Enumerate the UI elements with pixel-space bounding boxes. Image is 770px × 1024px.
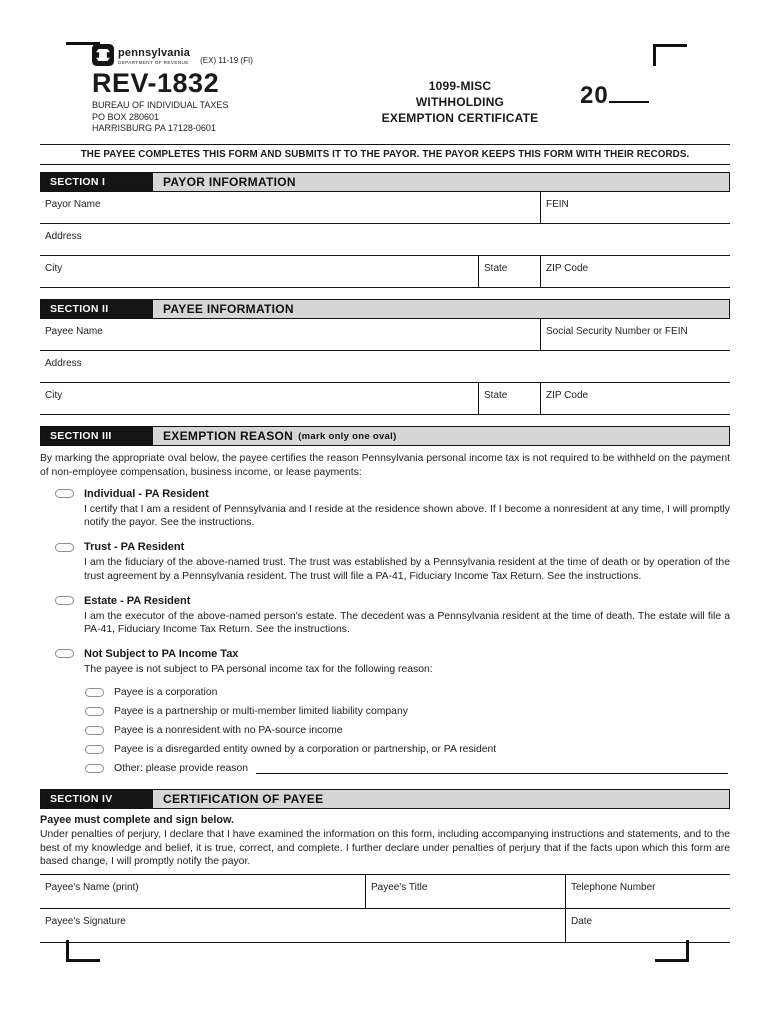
header-left — [40, 44, 340, 134]
certification-subtitle: Payee must complete and sign below. — [40, 813, 234, 826]
section-4-title: CERTIFICATION OF PAYEE — [153, 790, 729, 808]
option-individual — [40, 488, 730, 530]
payee-state-field[interactable] — [478, 383, 540, 414]
payee-city-row — [40, 383, 730, 415]
oval-other[interactable] — [85, 764, 104, 773]
payee-zip-field[interactable] — [540, 383, 730, 414]
section-1-header — [40, 172, 730, 192]
option-not-subject — [40, 648, 730, 677]
form-title — [340, 44, 580, 127]
suboption-disregarded-entity-label: Payee is a disregarded entity owned by a corporation or partnership, or PA resident — [114, 743, 497, 755]
registration-mark-bottom-left — [66, 940, 100, 962]
date-label: Date — [571, 916, 593, 928]
logo-department: DEPARTMENT OF REVENUE — [118, 60, 189, 66]
payee-address-row — [40, 351, 730, 383]
section-2-tag: SECTION II — [41, 300, 153, 318]
payee-ssn-field[interactable] — [540, 319, 730, 350]
payee-city-label: City — [45, 390, 63, 402]
option-individual-desc: I certify that I am a resident of Pennsylvania and I reside at the residence shown above. If I become a nonresident at any time, I will promptly notify the payor. See the instructions. — [84, 503, 730, 529]
payor-city-label: City — [45, 263, 63, 275]
payee-name-row — [40, 319, 730, 351]
payor-address-field[interactable] — [40, 224, 730, 255]
section-3-tag: SECTION III — [41, 427, 153, 445]
instruction-bar: THE PAYEE COMPLETES THIS FORM AND SUBMITS IT TO THE PAYOR. THE PAYOR KEEPS THIS FORM WITH THEIR RECORDS. — [40, 144, 730, 165]
oval-trust[interactable] — [55, 543, 74, 552]
bureau-address — [92, 100, 340, 134]
payee-title-label: Payee's Title — [371, 882, 428, 894]
payor-fein-field[interactable] — [540, 192, 730, 223]
suboption-partnership — [40, 702, 730, 721]
fein-label: FEIN — [546, 199, 569, 211]
section-4-header — [40, 789, 730, 809]
suboption-nonresident — [40, 721, 730, 740]
option-individual-label: Individual - PA Resident — [84, 487, 209, 500]
payor-zip-label: ZIP Code — [546, 263, 589, 275]
form-title-line-3: EXEMPTION CERTIFICATE — [381, 111, 539, 126]
section-3-title — [153, 427, 729, 445]
bureau-line-3: HARRISBURG PA 17128-0601 — [92, 122, 216, 133]
payee-state-label: State — [484, 390, 508, 402]
payee-address-label: Address — [45, 358, 82, 370]
section-1-tag: SECTION I — [41, 173, 153, 191]
logo-name: pennsylvania — [118, 47, 191, 60]
form-number: REV-1832 — [92, 68, 220, 98]
payor-zip-field[interactable] — [540, 256, 730, 287]
pa-revenue-logo — [92, 44, 340, 66]
payee-name-field[interactable] — [40, 319, 540, 350]
logo-text — [118, 48, 190, 66]
oval-corporation[interactable] — [85, 688, 104, 697]
option-not-subject-desc: The payee is not subject to PA personal income tax for the following reason: — [84, 663, 433, 675]
option-estate-desc: I am the executor of the above-named person's estate. The decedent was a Pennsylvania resident at the time of death. The estate will file a PA-41, Fiduciary Income Tax Return. See the instructions. — [84, 610, 730, 636]
option-trust-label: Trust - PA Resident — [84, 541, 185, 554]
section-3-title-text: EXEMPTION REASON — [163, 429, 294, 444]
payor-state-field[interactable] — [478, 256, 540, 287]
section-2-header — [40, 299, 730, 319]
oval-disregarded-entity[interactable] — [85, 745, 104, 754]
option-trust — [40, 541, 730, 583]
year-field-wrap — [580, 44, 730, 110]
telephone-number-field[interactable] — [565, 875, 730, 908]
signature-table — [40, 874, 730, 943]
bureau-line-1: BUREAU OF INDIVIDUAL TAXES — [92, 100, 229, 111]
form-title-line-2: WITHHOLDING — [415, 95, 505, 110]
payor-name-row — [40, 192, 730, 224]
oval-nonresident[interactable] — [85, 726, 104, 735]
payee-name-label: Payee Name — [45, 326, 103, 338]
rev-1832-form — [40, 44, 730, 943]
ssn-label: Social Security Number or FEIN — [546, 326, 688, 338]
section-3-title-note: (mark only one oval) — [298, 430, 397, 442]
payor-state-label: State — [484, 263, 508, 275]
date-field[interactable] — [565, 909, 730, 942]
form-title-line-1: 1099-MISC — [428, 79, 492, 93]
section-3-header — [40, 426, 730, 446]
payor-address-row — [40, 224, 730, 256]
suboption-other-label: Other: please provide reason — [114, 762, 249, 774]
payee-signature-label: Payee's Signature — [45, 916, 126, 928]
payee-address-field[interactable] — [40, 351, 730, 382]
payee-name-print-label: Payee's Name (print) — [45, 882, 139, 894]
oval-partnership[interactable] — [85, 707, 104, 716]
payee-city-field[interactable] — [40, 383, 478, 414]
suboption-corporation-label: Payee is a corporation — [114, 686, 218, 698]
edition-code: (EX) 11-19 (FI) — [200, 56, 253, 65]
signature-row-1 — [40, 875, 730, 909]
year-prefix: 20 — [580, 82, 609, 109]
payee-signature-field[interactable] — [40, 909, 565, 942]
signature-row-2 — [40, 909, 730, 943]
other-reason-input-line[interactable] — [256, 763, 728, 774]
not-subject-suboptions — [40, 683, 730, 778]
year-field[interactable] — [609, 85, 649, 103]
section-1-fields — [40, 192, 730, 288]
payee-zip-label: ZIP Code — [546, 390, 589, 402]
option-trust-desc: I am the fiduciary of the above-named trust. The trust was established by a Pennsylvania resident at the time of death or by operation of the trust agreement by a Pennsylvania resident. The trust will file a PA-41, Fiduciary Income Tax Return. See the instructions. — [84, 557, 730, 582]
section-2-fields — [40, 319, 730, 415]
payor-city-row — [40, 256, 730, 288]
certification-declaration: Under penalties of perjury, I declare that I have examined the information on this form, including accompanying instructions and statements, and to the best of my knowledge and belief, it is true, correct, and complete. I further declare under penalties of perjury that if the facts upon which this form are based change, I will promptly notify the payor. — [40, 828, 731, 868]
suboption-disregarded-entity — [40, 740, 730, 759]
suboption-corporation — [40, 683, 730, 702]
payee-title-field[interactable] — [365, 875, 565, 908]
oval-estate[interactable] — [55, 596, 74, 605]
payor-address-label: Address — [45, 231, 82, 243]
section-4-tag: SECTION IV — [41, 790, 153, 808]
payor-name-label: Payor Name — [45, 199, 101, 211]
payee-name-print-field[interactable] — [40, 875, 365, 908]
option-not-subject-label: Not Subject to PA Income Tax — [84, 647, 239, 660]
option-estate-label: Estate - PA Resident — [84, 594, 191, 607]
telephone-number-label: Telephone Number — [571, 882, 656, 894]
bureau-line-2: PO BOX 280601 — [92, 111, 160, 122]
oval-individual[interactable] — [55, 489, 74, 498]
option-estate — [40, 595, 730, 637]
suboption-nonresident-label: Payee is a nonresident with no PA-source income — [114, 724, 343, 736]
exemption-intro: By marking the appropriate oval below, the payee certifies the reason Pennsylvania personal income tax is not required to be withheld on the payment of non-employee compensation, business income, or lease payments: — [40, 453, 730, 478]
registration-mark-bottom-right — [655, 940, 689, 962]
payor-name-field[interactable] — [40, 192, 540, 223]
keystone-icon — [92, 44, 114, 66]
suboption-other — [40, 759, 730, 778]
form-header — [40, 44, 730, 134]
payor-city-field[interactable] — [40, 256, 478, 287]
section-1-title: PAYOR INFORMATION — [153, 173, 729, 191]
oval-not-subject[interactable] — [55, 649, 74, 658]
section-2-title: PAYEE INFORMATION — [153, 300, 729, 318]
suboption-partnership-label: Payee is a partnership or multi-member limited liability company — [114, 705, 408, 717]
